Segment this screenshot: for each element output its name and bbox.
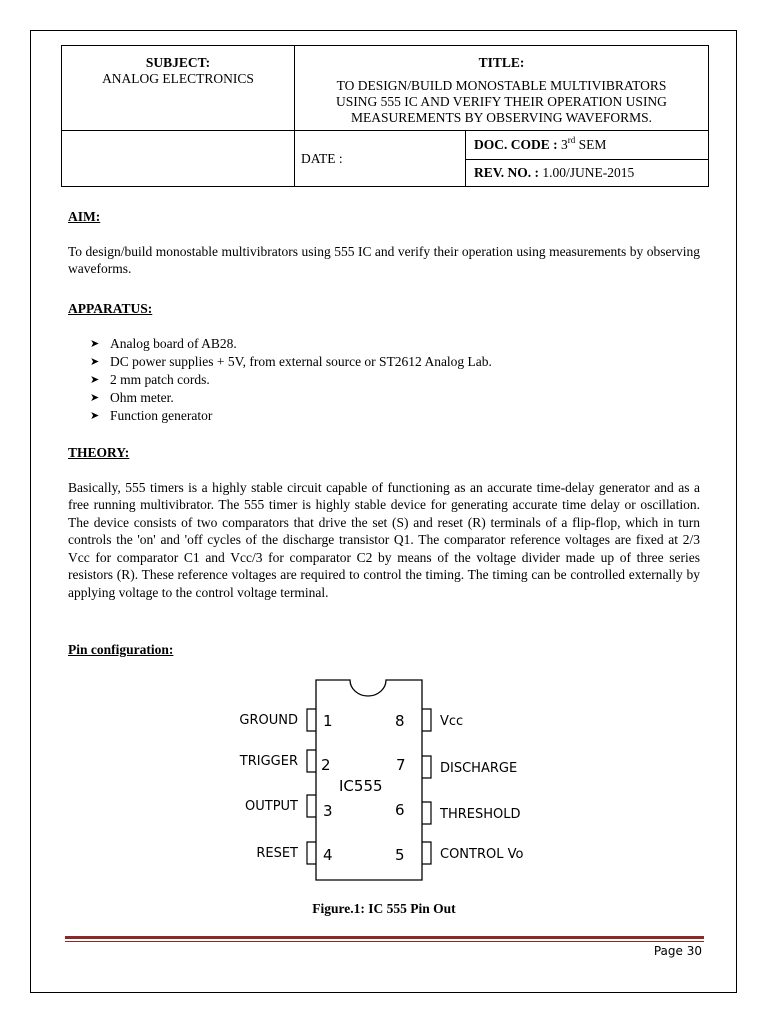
arrow-bullet-icon: ➤ [90,409,100,422]
doc-code-num: 3 [561,136,568,152]
pin-6-lead [422,802,431,824]
page-number: Page 30 [653,944,702,958]
chip-label: IC555 [339,777,383,795]
title-label: TITLE: [478,55,525,70]
pin-number: 8 [395,712,405,730]
pin-number: 7 [396,756,406,774]
pin-3-lead [307,795,316,817]
doc-code-sup: rd [567,134,576,145]
title-line: TO DESIGN/BUILD MONOSTABLE MULTIVIBRATORS [336,78,667,93]
doc-code-label: DOC. CODE : [474,136,558,152]
pin-number: 5 [395,846,405,864]
rev-label: REV. NO. : [474,164,540,180]
list-item-text: 2 mm patch cords. [110,371,210,387]
date-label: DATE : [301,150,343,166]
pin-name: TRIGGER [239,754,298,769]
arrow-bullet-icon: ➤ [90,391,100,404]
apparatus-heading: APPARATUS: [68,301,153,316]
pin-8-lead [422,709,431,731]
list-item-text: DC power supplies + 5V, from external source or ST2612 Analog Lab. [110,353,492,369]
list-item-text: Ohm meter. [110,389,174,405]
subject-value: ANALOG ELECTRONICS [102,71,254,86]
aim-heading: AIM: [68,209,101,224]
list-item-text: Analog board of AB28. [110,335,237,351]
pin-config-heading: Pin configuration: [68,642,174,657]
title-line: USING 555 IC AND VERIFY THEIR OPERATION USING [336,94,667,109]
pin-name: RESET [256,846,298,861]
arrow-bullet-icon: ➤ [90,355,100,368]
list-item-text: Function generator [110,407,213,423]
figure-caption: Figure.1: IC 555 Pin Out [312,901,456,916]
pin-5-lead [422,842,431,864]
pin-number: 4 [323,846,333,864]
doc-code-rest: SEM [578,136,607,152]
pin-1-lead [307,709,316,731]
aim-text: To design/build monostable multivibrators using 555 IC and verify their operation using measurements by observing waveforms. [68,243,700,276]
pin-name: OUTPUT [245,799,298,814]
subject-label: SUBJECT: [145,55,211,70]
footer-rule-thin [65,941,704,942]
pin-name: DISCHARGE [440,761,518,776]
arrow-bullet-icon: ➤ [90,337,100,350]
pin-number: 2 [321,756,331,774]
pin-number: 3 [323,802,333,820]
pin-number: 1 [323,712,333,730]
pin-2-lead [307,750,316,772]
theory-heading: THEORY: [68,445,130,460]
pin-name: GROUND [239,713,298,728]
theory-text: Basically, 555 timers is a highly stable circuit capable of functioning as an accurate time-delay generator and as a free running multivibrator. The 555 timer is highly stable device for generating accurate time delay or oscillation. The device consists of two comparators that drive the set (S) and reset (R) terminals of a flip-flop, which in turn controls the 'on' and 'off cycles of the discharge transistor Q1. The comparator reference voltages are fixed at 2/3 Vcc for comparator C1 and Vcc/3 for comparator C2 by means of the voltage divider made up of three series resistors (R). These reference voltages are required to control the timing. The timing can be controlled externally by applying voltage to the control voltage terminal. [68,479,700,600]
pin-4-lead [307,842,316,864]
pin-7-lead [422,756,431,778]
pin-name: CONTROL Vo [440,847,524,862]
footer-rule [65,936,704,939]
title-line: MEASUREMENTS BY OBSERVING WAVEFORMS. [351,110,652,125]
pin-number: 6 [395,801,405,819]
rev-value: 1.00/JUNE-2015 [542,164,635,180]
pin-name: THRESHOLD [440,807,521,822]
pin-name: Vcc [440,714,464,729]
arrow-bullet-icon: ➤ [90,373,100,386]
